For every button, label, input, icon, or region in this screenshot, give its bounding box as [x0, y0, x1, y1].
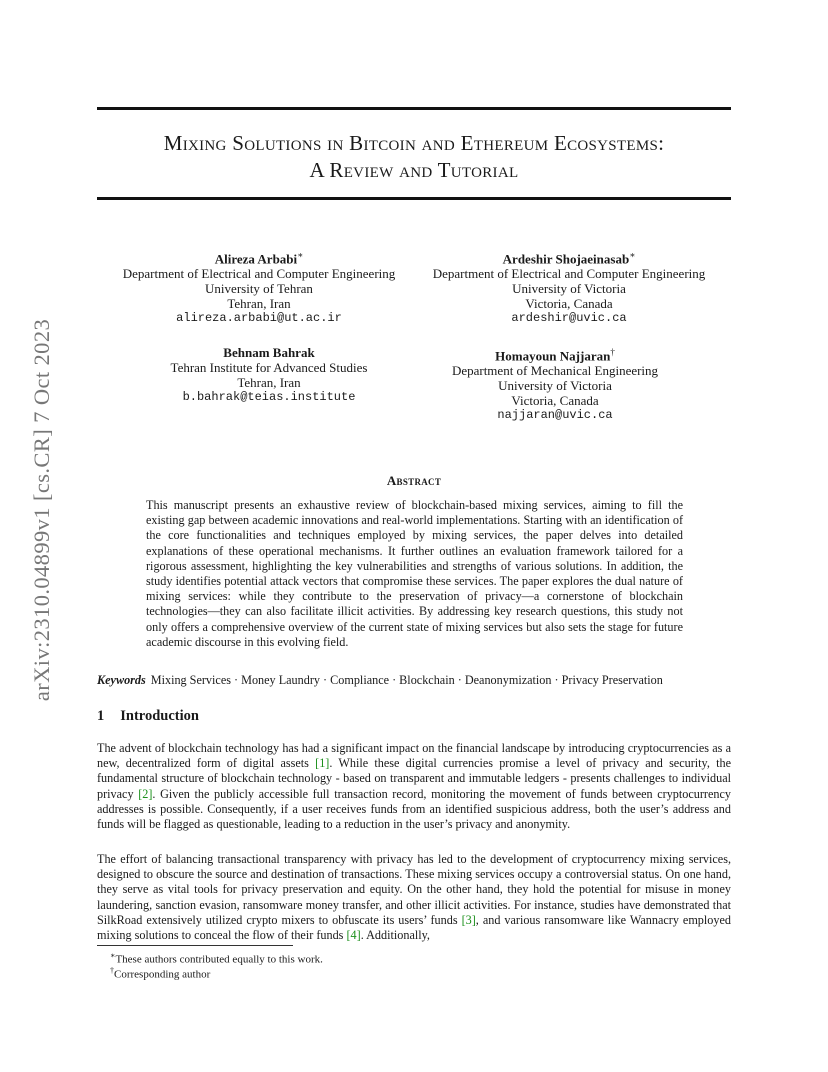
- author-name: Homayoun Najjaran†: [495, 347, 615, 364]
- title-line-2: [60, 157, 768, 184]
- author-email: najjaran@uvic.ca: [497, 408, 613, 423]
- title-word-initial: A: [309, 158, 324, 182]
- title-word-rest: olutions in: [244, 131, 344, 155]
- title-word-initial: R: [329, 158, 344, 182]
- author-email: alireza.arbabi@ut.ac.ir: [176, 311, 342, 326]
- title-word-rest: utorial: [450, 158, 519, 182]
- arxiv-side-label: arXiv:2310.04899v1 [cs.CR] 7 Oct 2023: [29, 318, 54, 702]
- title-word-rest: thereum: [473, 131, 549, 155]
- author-name: Behnam Bahrak: [223, 345, 315, 360]
- author-block-shojaeinasab: [409, 248, 729, 326]
- body-paragraph-1: [97, 741, 731, 832]
- author-affiliation: Tehran Institute for Advanced Studies: [170, 360, 368, 375]
- author-block-najjaran: [395, 345, 715, 423]
- title-word-rest: cosystems:: [567, 131, 665, 155]
- paragraph-text: , and various ransomware like Wannacry employed mixing solutions to conceal the flow of their funds: [97, 912, 731, 943]
- citation-link[interactable]: [2]: [138, 786, 153, 801]
- title-word-rest: eview and: [343, 158, 433, 182]
- abstract-heading: Abstract: [386, 473, 442, 488]
- abstract-text: This manuscript presents an exhaustive review of blockchain-based mixing services, aiming to fill the existing gap between academic innovations and real-world implementations. Starting with an identification of the core functionalities and techniques employed by mixing services, the paper delves into detailed explanations of these operational mechanisms. It further outlines an evaluation framework tailored for a rigorous assessment, highlighting the key vulnerabilities and strengths of various solutions. In addition, the study identifies potential attack vectors that compromise these services. The paper explores the dual nature of mixing services: while they contribute to the preservation of privacy—a cornerstone of blockchain technologies—they can also facilitate illicit activities. By addressing key research questions, this study not only offers a comprehensive overview of the current state of mixing services but also sets the stage for future academic discourse in this evolving field.: [146, 498, 683, 649]
- footnote-2: †Corresponding author: [110, 966, 211, 981]
- author-name: Alireza Arbabi∗: [214, 250, 304, 267]
- title-word-rest: itcoin and: [363, 131, 456, 155]
- author-affiliation: Department of Electrical and Computer Engineering: [122, 266, 396, 282]
- title-word-rest: ixing: [182, 131, 227, 155]
- section-title: Introduction: [120, 708, 199, 724]
- author-location: Tehran, Iran: [227, 296, 291, 312]
- author-institution: University of Victoria: [512, 281, 626, 297]
- title-word-initial: E: [553, 131, 568, 155]
- title-line-1: [60, 130, 768, 157]
- author-block-bahrak: [109, 345, 429, 405]
- title-word-initial: B: [349, 131, 364, 155]
- keywords-line: [97, 673, 737, 688]
- citation-link[interactable]: [3]: [461, 912, 476, 927]
- author-name: Ardeshir Shojaeinasab∗: [502, 250, 636, 267]
- footnote-rule: [97, 945, 293, 946]
- keywords-label: Keywords: [97, 673, 146, 687]
- author-affiliation: Department of Mechanical Engineering: [451, 363, 659, 379]
- paragraph-text: . Additionally,: [360, 928, 430, 943]
- paragraph-text: The advent of blockchain technology has had a significant impact on the financial landscape by introducing cryptocurrencies as a new, decentralized form of digital assets: [97, 741, 731, 771]
- author-block-arbabi: [99, 248, 419, 326]
- author-location: Tehran, Iran: [237, 375, 301, 390]
- title-word-initial: S: [232, 131, 245, 155]
- title-word-initial: T: [437, 158, 451, 182]
- paragraph-text: . Given the publicly accessible full transaction record, monitoring the movement of funds between cryptocurrency addresses is possible. Consequently, if a user receives funds from an identified suspicious address, both the user’s address and funds will be flagged as questionable, leading to a reduction in the user’s privacy and anonymity.: [97, 786, 731, 832]
- author-institution: University of Victoria: [498, 378, 612, 394]
- author-email: b.bahrak@teias.institute: [182, 390, 356, 404]
- keywords-list: Mixing Services · Money Laundry · Compliance · Blockchain · Deanonymization · Privacy Preservation: [150, 673, 663, 687]
- paper-title: [60, 130, 768, 184]
- paragraph-text: . While these digital currencies promise a level of privacy and security, the fundamental structure of blockchain technology - based on transparent and immutable ledgers - presents challenges to individual privacy: [97, 756, 731, 801]
- title-bottom-rule: [97, 197, 731, 200]
- title-word-initial: E: [460, 131, 474, 155]
- author-email: ardeshir@uvic.ca: [511, 311, 627, 326]
- citation-link[interactable]: [4]: [346, 928, 361, 943]
- paragraph-text: The effort of balancing transactional transparency with privacy has led to the development of cryptocurrency mixing services, designed to obscure the source and destination of transactions. These mixing services occupy a controversial status. On one hand, they serve as vital tools for privacy preservation and equity. On the other hand, they hold the potential for misuse in money laundering, sanction evasion, ransomware money transfer, and other illicit activities. For instance, studies have demonstrated that SilkRoad extensively utilized crypto mixers to obfuscate its users’ funds: [97, 852, 731, 927]
- section-heading: [97, 708, 199, 725]
- author-institution: University of Tehran: [205, 281, 313, 297]
- title-word-initial: M: [163, 131, 183, 155]
- author-affiliation: Department of Electrical and Computer Engineering: [432, 266, 706, 282]
- citation-link[interactable]: [1]: [315, 756, 330, 771]
- title-top-rule: [97, 107, 731, 110]
- body-paragraph-2: [97, 852, 731, 943]
- footnote-1: ∗These authors contributed equally to this work.: [110, 951, 323, 966]
- author-location: Victoria, Canada: [525, 296, 613, 312]
- section-number: 1: [97, 708, 105, 724]
- author-location: Victoria, Canada: [511, 393, 599, 409]
